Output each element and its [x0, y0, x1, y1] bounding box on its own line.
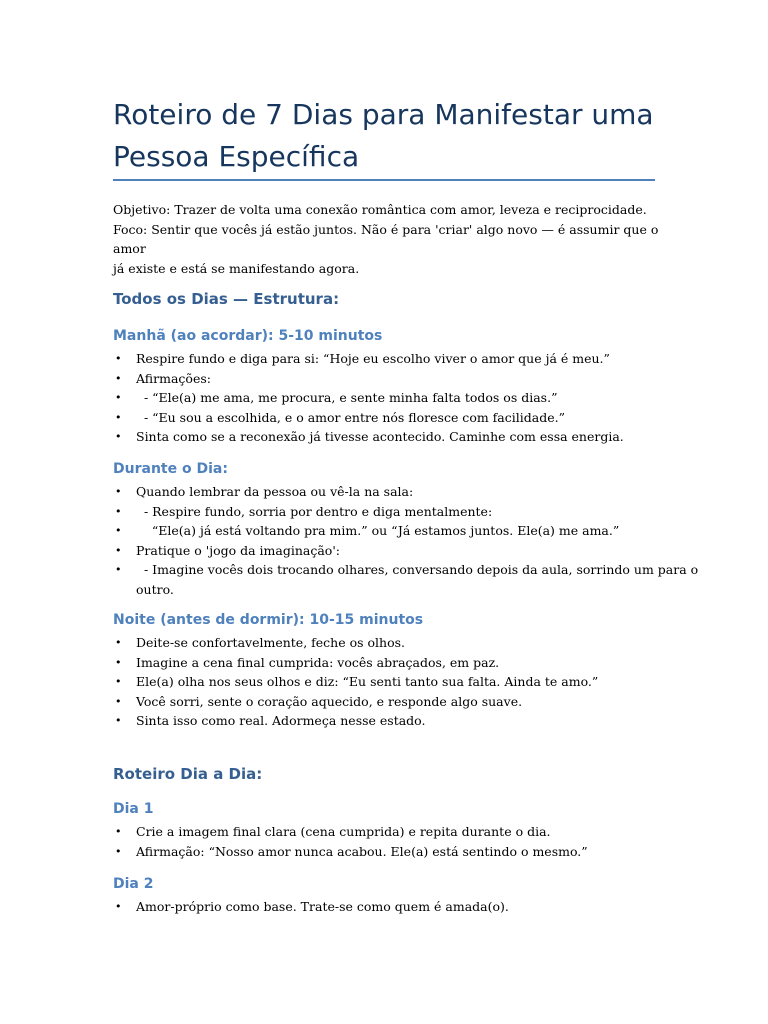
section-heading-roteiro: Roteiro Dia a Dia:	[113, 765, 263, 783]
subheading-dia-2: Dia 2	[113, 876, 154, 892]
bullet-icon: •	[115, 504, 122, 518]
list-item: • Deite-se confortavelmente, feche os olhos.	[113, 633, 658, 653]
bullet-icon: •	[115, 655, 122, 669]
list-dia-2	[113, 897, 658, 917]
list-item: • Sinta isso como real. Adormeça nesse estado.	[113, 711, 658, 731]
objetivo-text: Objetivo: Trazer de volta uma conexão romântica com amor, leveza e reciprocidade.	[113, 202, 647, 217]
subheading-durante: Durante o Dia:	[113, 461, 228, 477]
list-item: • - Imagine vocês dois trocando olhares, conversando depois da aula, sorrindo um para o outro.	[115, 562, 699, 597]
bullet-icon: •	[115, 352, 122, 365]
list-item: • Quando lembrar da pessoa ou vê-la na sala:	[113, 482, 658, 502]
bullet-icon: •	[115, 900, 122, 913]
foco-text-line-2: já existe e está se manifestando agora.	[113, 260, 360, 276]
bullet-icon: •	[115, 844, 122, 858]
list-item: • - “Eu sou a escolhida, e o amor entre nós floresce com facilidade.”	[113, 408, 658, 428]
bullet-icon: •	[115, 825, 122, 838]
list-item-continuation: outro.	[136, 581, 174, 597]
bullet-icon: •	[115, 371, 122, 385]
list-item: • Afirmação: “Nosso amor nunca acabou. Ele(a) está sentindo o mesmo.”	[113, 842, 658, 862]
intro-paragraph	[113, 200, 673, 278]
bullet-icon: •	[115, 410, 122, 424]
list-noite	[113, 633, 658, 731]
bullet-icon: •	[115, 430, 122, 443]
bullet-icon: •	[115, 694, 122, 708]
bullet-icon: •	[115, 524, 122, 537]
bullet-icon: •	[115, 391, 122, 404]
list-item: • Respire fundo e diga para si: “Hoje eu escolho viver o amor que já é meu.”	[113, 349, 658, 369]
list-item: • “Ele(a) já está voltando pra mim.” ou “Já estamos juntos. Ele(a) me ama.”	[113, 521, 658, 541]
list-item: • - “Ele(a) me ama, me procura, e sente minha falta todos os dias.”	[113, 388, 658, 408]
bullet-icon: •	[115, 675, 122, 688]
bullet-icon: •	[115, 485, 122, 498]
list-item: • Amor-próprio como base. Trate-se como quem é amada(o).	[113, 897, 658, 917]
foco-text-line-1: Foco: Sentir que vocês já estão juntos. Não é para 'criar' algo novo — é assumir que o amor	[113, 221, 659, 256]
list-dia-1	[113, 822, 658, 861]
bullet-icon: •	[115, 714, 122, 727]
list-item: • - Respire fundo, sorria por dentro e diga mentalmente:	[113, 502, 658, 522]
list-item: • Afirmações:	[113, 369, 658, 389]
title-line-1: Roteiro de 7 Dias para Manifestar uma	[113, 98, 654, 131]
document-title	[113, 94, 673, 178]
bullet-icon: •	[115, 636, 122, 649]
section-heading-todos: Todos os Dias — Estrutura:	[113, 290, 340, 308]
list-item: • Ele(a) olha nos seus olhos e diz: “Eu senti tanto sua falta. Ainda te amo.”	[113, 672, 658, 692]
list-item: • Você sorri, sente o coração aquecido, e responde algo suave.	[113, 692, 658, 712]
list-item: • Sinta como se a reconexão já tivesse acontecido. Caminhe com essa energia.	[113, 427, 658, 447]
list-manha	[113, 349, 658, 447]
subheading-noite: Noite (antes de dormir): 10-15 minutos	[113, 612, 424, 628]
subheading-dia-1: Dia 1	[113, 801, 154, 817]
list-durante	[113, 482, 699, 599]
bullet-icon: •	[115, 543, 122, 557]
list-item: • Pratique o 'jogo da imaginação':	[113, 541, 658, 561]
list-item: • Crie a imagem final clara (cena cumprida) e repita durante o dia.	[113, 822, 658, 842]
title-line-2: Pessoa Específica	[113, 140, 360, 173]
title-divider	[113, 179, 655, 181]
list-item: • Imagine a cena final cumprida: vocês abraçados, em paz.	[113, 653, 658, 673]
bullet-icon: •	[115, 563, 122, 576]
subheading-manha: Manhã (ao acordar): 5-10 minutos	[113, 328, 383, 344]
